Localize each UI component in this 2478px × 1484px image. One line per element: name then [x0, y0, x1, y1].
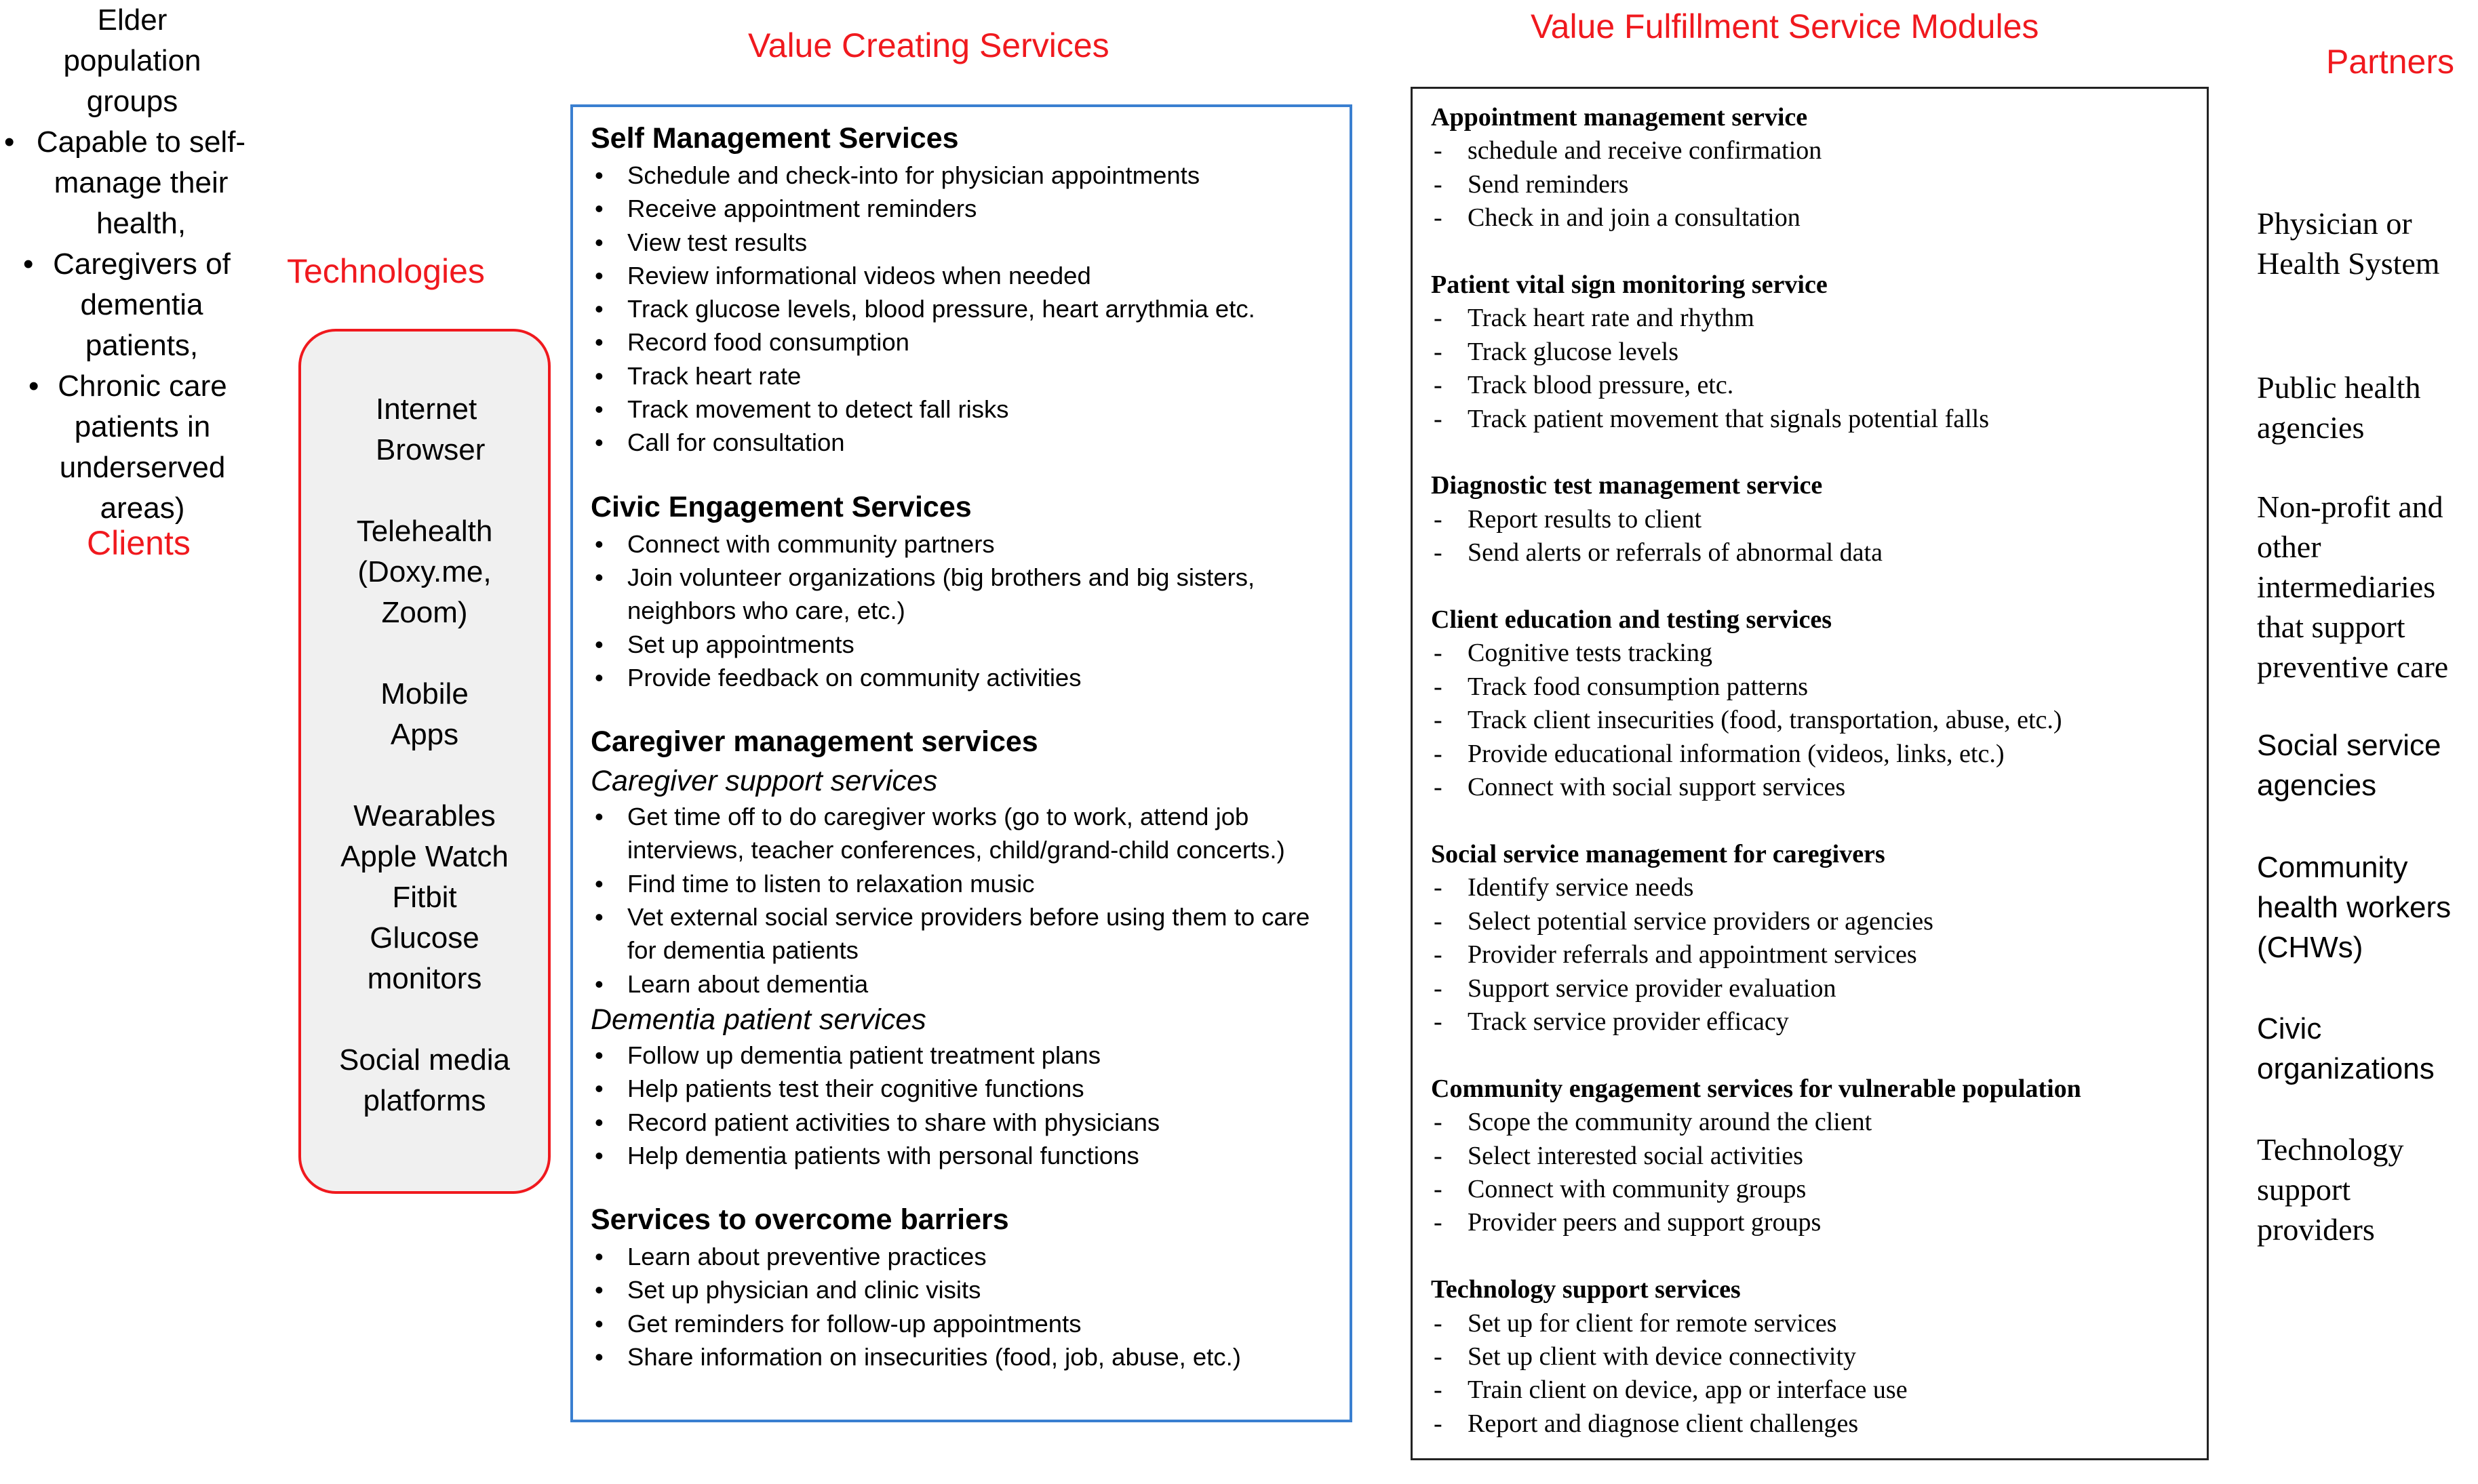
value-creating-services-box [570, 104, 1352, 1422]
module-item: - Track client insecurities (food, transportation, abuse, etc.) [1431, 704, 2193, 737]
module-title: Appointment management service [1431, 103, 1808, 132]
module-item: - Track heart rate and rhythm [1431, 302, 2193, 335]
module-item: - schedule and receive confirmation [1431, 134, 2193, 167]
module-item: - Track glucose levels [1431, 336, 2193, 369]
technology-item: Mobile Apps [380, 677, 469, 751]
module-technology-support [1431, 1273, 2193, 1441]
service-item: • Review informational videos when needed [591, 259, 1336, 292]
technology-item: Internet Browser [376, 393, 486, 466]
partner-item: Civic organizations [2257, 1012, 2435, 1085]
clients-item: • Capable to self-manage their health, [0, 122, 264, 244]
module-social-service-management [1431, 838, 2193, 1039]
partners-heading: Partners [2326, 43, 2454, 81]
module-item: - Provider referrals and appointment services [1431, 938, 2193, 971]
technology-item: Wearables Apple Watch Fitbit Glucose monitors [340, 799, 509, 995]
module-item: - Connect with social support services [1431, 771, 2193, 804]
clients-item: • Caregivers of dementia patients, [0, 244, 264, 366]
module-title: Community engagement services for vulnerable population [1431, 1074, 2081, 1103]
module-item: - Provide educational information (videos, links, etc.) [1431, 738, 2193, 771]
technology-item: Telehealth (Doxy.me, Zoom) [356, 515, 493, 629]
module-item: - Set up for client for remote services [1431, 1307, 2193, 1340]
module-vital-sign-monitoring [1431, 268, 2193, 436]
value-creating-services-heading: Value Creating Services [748, 26, 1109, 64]
service-item: • Learn about preventive practices [591, 1240, 1336, 1273]
value-fulfillment-modules-box [1411, 87, 2209, 1460]
service-item: • Learn about dementia [591, 967, 1336, 1001]
section-subtitle: Caregiver support services [591, 765, 938, 798]
barriers-section [591, 1199, 1336, 1373]
service-item: • Get reminders for follow-up appointments [591, 1307, 1336, 1340]
service-item: • Share information on insecurities (food, job, abuse, etc.) [591, 1340, 1336, 1373]
service-item: • View test results [591, 226, 1336, 259]
service-item: • Track movement to detect fall risks [591, 393, 1336, 426]
technologies-heading: Technologies [287, 252, 485, 290]
technologies-list [301, 389, 548, 1121]
module-item: - Track food consumption patterns [1431, 670, 2193, 704]
clients-item: • Chronic care patients in underserved areas) [0, 366, 264, 529]
module-appointment-management [1431, 101, 2193, 235]
service-item: • Call for consultation [591, 426, 1336, 459]
service-item: • Set up appointments [591, 628, 1336, 661]
service-item: • Set up physician and clinic visits [591, 1273, 1336, 1306]
section-subtitle: Dementia patient services [591, 1003, 926, 1036]
section-title: Caregiver management services [591, 725, 1038, 759]
self-management-section [591, 118, 1336, 460]
clients-heading: Clients [87, 524, 191, 562]
section-title: Civic Engagement Services [591, 490, 972, 523]
section-title: Services to overcome barriers [591, 1203, 1009, 1237]
module-item: - Provider peers and support groups [1431, 1206, 2193, 1239]
module-title: Technology support services [1431, 1275, 1741, 1304]
service-item: • Vet external social service providers before using them to care for dementia patients [591, 900, 1336, 967]
module-community-engagement [1431, 1072, 2193, 1240]
module-item: - Track service provider efficacy [1431, 1005, 2193, 1039]
module-item: - Check in and join a consultation [1431, 201, 2193, 235]
civic-engagement-section [591, 487, 1336, 694]
module-item: - Send alerts or referrals of abnormal data [1431, 536, 2193, 569]
service-item: • Schedule and check-into for physician appointments [591, 159, 1336, 192]
module-title: Social service management for caregivers [1431, 839, 1885, 868]
service-item: • Record food consumption [591, 325, 1336, 359]
service-item: • Help dementia patients with personal functions [591, 1139, 1336, 1172]
clients-block [0, 0, 264, 529]
clients-title: Elder population groups [63, 3, 201, 118]
module-item: - Connect with community groups [1431, 1173, 2193, 1206]
partner-item: Physician or Health System [2257, 206, 2440, 281]
module-item: - Set up client with device connectivity [1431, 1340, 2193, 1373]
module-item: - Track blood pressure, etc. [1431, 369, 2193, 402]
caregiver-management-section [591, 721, 1336, 1172]
service-item: • Find time to listen to relaxation music [591, 867, 1336, 900]
module-item: - Identify service needs [1431, 871, 2193, 904]
service-item: • Get time off to do caregiver works (go to work, attend job interviews, teacher conferences, child/grand-child concerts.) [591, 800, 1336, 867]
module-title: Patient vital sign monitoring service [1431, 270, 1828, 300]
value-fulfillment-modules-heading: Value Fulfillment Service Modules [1531, 7, 2039, 45]
service-item: • Follow up dementia patient treatment plans [591, 1039, 1336, 1072]
service-item: • Help patients test their cognitive functions [591, 1072, 1336, 1105]
service-item: • Track heart rate [591, 359, 1336, 393]
service-item: • Join volunteer organizations (big brothers and big sisters, neighbors who care, etc.) [591, 561, 1336, 628]
module-client-education [1431, 603, 2193, 804]
module-item: - Send reminders [1431, 168, 2193, 201]
service-item: • Record patient activities to share with physicians [591, 1106, 1336, 1139]
partner-item: Public health agencies [2257, 370, 2421, 445]
module-item: - Report results to client [1431, 503, 2193, 536]
partner-item: Non-profit and other intermediaries that support preventive care [2257, 489, 2449, 684]
technologies-box [298, 329, 551, 1194]
service-item: • Provide feedback on community activities [591, 661, 1336, 694]
module-item: - Report and diagnose client challenges [1431, 1407, 2193, 1441]
section-title: Self Management Services [591, 122, 959, 155]
module-title: Client education and testing services [1431, 605, 1832, 635]
partner-item: Social service agencies [2257, 729, 2441, 802]
module-item: - Select potential service providers or agencies [1431, 905, 2193, 938]
module-item: - Train client on device, app or interface use [1431, 1373, 2193, 1407]
partner-item: Community health workers (CHWs) [2257, 851, 2452, 964]
module-item: - Select interested social activities [1431, 1140, 2193, 1173]
module-diagnostic-test-management [1431, 469, 2193, 569]
technology-item: Social media platforms [339, 1043, 510, 1117]
service-item: • Connect with community partners [591, 527, 1336, 561]
module-item: - Support service provider evaluation [1431, 972, 2193, 1005]
service-item: • Track glucose levels, blood pressure, heart arrythmia etc. [591, 292, 1336, 325]
clients-list [0, 122, 264, 529]
module-title: Diagnostic test management service [1431, 471, 1823, 500]
module-item: - Track patient movement that signals potential falls [1431, 403, 2193, 436]
module-item: - Scope the community around the client [1431, 1106, 2193, 1139]
partner-item: Technology support providers [2257, 1132, 2404, 1247]
module-item: - Cognitive tests tracking [1431, 637, 2193, 670]
service-item: • Receive appointment reminders [591, 192, 1336, 225]
